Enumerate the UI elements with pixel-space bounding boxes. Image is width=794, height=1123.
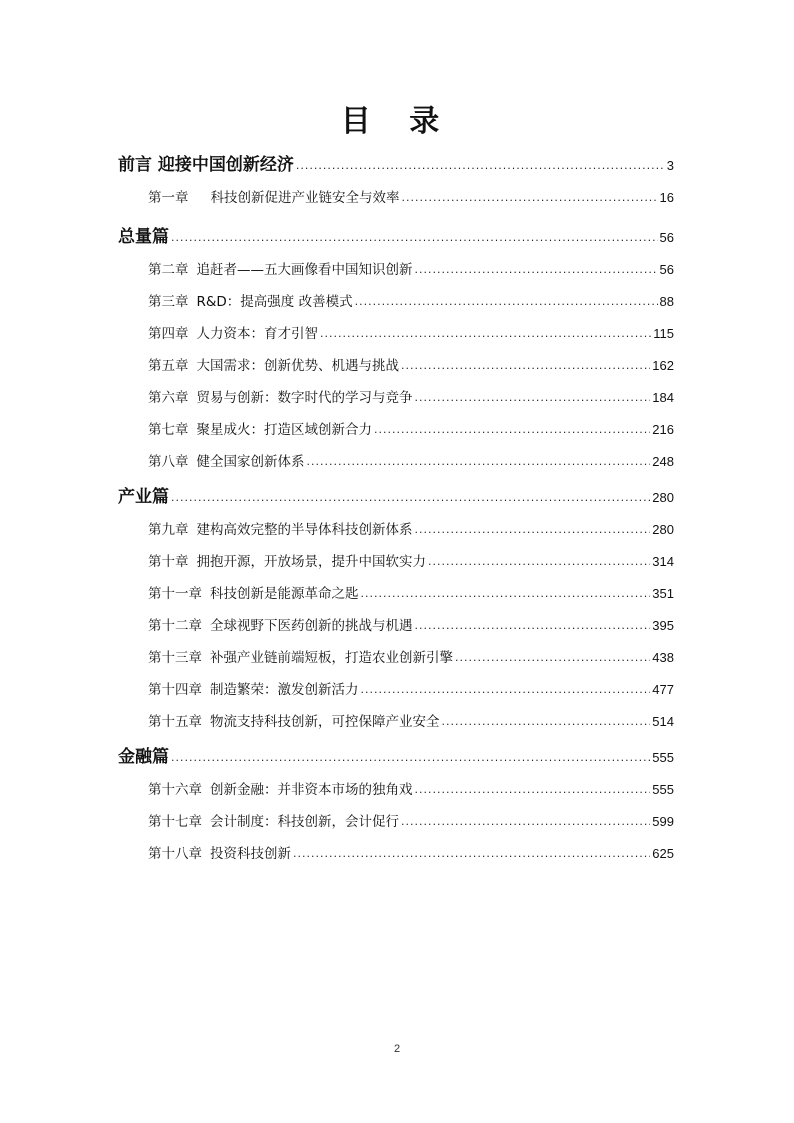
toc-chapter-number: 第十六章: [148, 782, 202, 798]
toc-chapter-entry[interactable]: [148, 678, 674, 698]
toc-chapter-label: 追赶者——五大画像看中国知识创新: [196, 262, 413, 278]
toc-chapter-title: [148, 386, 413, 406]
toc-chapter-title: [148, 322, 318, 342]
toc-chapter-label: 大国需求：创新优势、机遇与挑战: [196, 358, 399, 374]
toc-chapter-title: [148, 418, 372, 438]
toc-page-number: 514: [652, 714, 674, 729]
toc-chapter-entry[interactable]: [148, 810, 674, 830]
toc-chapter-title: [148, 582, 359, 602]
toc-chapter-label: 人力资本：育才引智: [196, 326, 318, 342]
toc-chapter-label: 拥抱开源，开放场景，提升中国软实力: [196, 554, 426, 570]
toc-chapter-title: [148, 186, 400, 206]
dot-leader: [428, 553, 650, 567]
page-number: 2: [393, 1043, 401, 1055]
dot-leader: [361, 585, 651, 599]
dot-leader: [442, 713, 651, 727]
toc-chapter-entry[interactable]: [148, 386, 674, 406]
dot-leader: [320, 325, 651, 339]
toc-chapter-label: 全球视野下医药创新的挑战与机遇: [210, 618, 413, 634]
toc-page-number: 477: [652, 682, 674, 697]
dot-leader: [455, 649, 650, 663]
toc-chapter-number: 第十二章: [148, 618, 202, 634]
toc-chapter-number: 第四章: [148, 326, 189, 342]
toc-chapter-title: [148, 450, 305, 470]
dot-leader: [296, 153, 665, 170]
toc-chapter-entry[interactable]: [148, 418, 674, 438]
toc-chapter-number: 第十四章: [148, 682, 202, 698]
toc-chapter-entry[interactable]: [148, 354, 674, 374]
toc-chapter-number: 第十章: [148, 554, 189, 570]
toc-chapter-entry[interactable]: [148, 258, 674, 278]
toc-section-entry[interactable]: [118, 482, 674, 507]
toc-chapter-title: [148, 518, 413, 538]
toc-page-number: 438: [652, 650, 674, 665]
toc-page-number: 351: [652, 586, 674, 601]
toc-page-number: 3: [666, 158, 674, 173]
toc-section-label: 前言 迎接中国创新经济: [118, 155, 294, 175]
toc-chapter-title: [148, 258, 413, 278]
toc-chapter-entry[interactable]: [148, 290, 674, 310]
dot-leader: [415, 389, 651, 403]
toc-chapter-entry[interactable]: [148, 842, 674, 862]
toc-chapter-number: 第六章: [148, 390, 189, 406]
dot-leader: [415, 781, 651, 795]
toc-section-label: 产业篇: [118, 487, 169, 507]
toc-chapter-title: [148, 810, 399, 830]
toc-chapter-entry[interactable]: [148, 614, 674, 634]
toc-section-entry[interactable]: [118, 222, 674, 247]
dot-leader: [415, 617, 651, 631]
toc-page-number: 88: [659, 294, 674, 309]
page-title: 目 录: [340, 104, 454, 139]
toc-chapter-number: 第十七章: [148, 814, 202, 830]
toc-chapter-entry[interactable]: [148, 518, 674, 538]
toc-chapter-number: 第三章: [148, 294, 189, 310]
toc-chapter-entry[interactable]: [148, 646, 674, 666]
toc-chapter-title: [148, 678, 359, 698]
toc-chapter-entry[interactable]: [148, 778, 674, 798]
toc-chapter-title: [148, 646, 453, 666]
toc-chapter-entry[interactable]: [148, 322, 674, 342]
toc-chapter-number: 第十八章: [148, 846, 202, 862]
toc-page-number: 555: [652, 750, 674, 765]
toc-chapter-number: 第八章: [148, 454, 189, 470]
toc-chapter-number: 第七章: [148, 422, 189, 438]
toc-chapter-entry[interactable]: [148, 450, 674, 470]
toc-chapter-number: 第一章: [148, 190, 189, 206]
toc-chapter-entry[interactable]: [148, 710, 674, 730]
toc-chapter-number: 第九章: [148, 522, 189, 538]
dot-leader: [415, 521, 651, 535]
toc-chapter-title: [148, 354, 399, 374]
toc-chapter-number: 第五章: [148, 358, 189, 374]
toc-chapter-entry[interactable]: [148, 186, 674, 206]
toc-chapter-label: 补强产业链前端短板，打造农业创新引擎: [210, 650, 453, 666]
dot-leader: [361, 681, 651, 695]
dot-leader: [307, 453, 651, 467]
toc-page-number: 248: [652, 454, 674, 469]
toc-chapter-label: 贸易与创新：数字时代的学习与竞争: [196, 390, 413, 406]
toc-page-number: 395: [652, 618, 674, 633]
toc-page-number: 314: [652, 554, 674, 569]
toc-page-number: 56: [659, 262, 674, 277]
toc-chapter-title: [148, 842, 291, 862]
toc-chapter-label: R&D：提高强度 改善模式: [196, 294, 353, 310]
toc-chapter-label: 会计制度：科技创新，会计促行: [210, 814, 399, 830]
toc-chapter-number: 第二章: [148, 262, 189, 278]
toc-chapter-label: 健全国家创新体系: [196, 454, 305, 470]
toc-chapter-label: 科技创新促进产业链安全与效率: [210, 190, 400, 206]
dot-leader: [401, 357, 650, 371]
toc-chapter-title: [148, 778, 413, 798]
toc-section-label: 金融篇: [118, 747, 169, 767]
toc-chapter-label: 聚星成火：打造区域创新合力: [196, 422, 372, 438]
toc-chapter-label: 科技创新是能源革命之匙: [210, 586, 359, 602]
dot-leader: [355, 293, 658, 307]
toc-chapter-label: 创新金融：并非资本市场的独角戏: [210, 782, 413, 798]
dot-leader: [171, 745, 650, 762]
dot-leader: [374, 421, 650, 435]
dot-leader: [171, 485, 650, 502]
toc-page-number: 56: [659, 230, 674, 245]
toc-chapter-title: [148, 614, 413, 634]
toc-page-number: 16: [659, 190, 674, 205]
dot-leader: [171, 225, 658, 242]
toc-chapter-number: 第十三章: [148, 650, 202, 666]
toc-chapter-number: 第十一章: [148, 586, 202, 602]
toc-page-number: 280: [652, 522, 674, 537]
toc-chapter-entry[interactable]: [148, 550, 674, 570]
toc-chapter-title: [148, 290, 353, 310]
toc-chapter-title: [148, 710, 440, 730]
toc-page-number: 115: [653, 326, 674, 341]
toc-page-number: 599: [652, 814, 674, 829]
toc-chapter-label: 物流支持科技创新，可控保障产业安全: [210, 714, 440, 730]
toc-chapter-label: 建构高效完整的半导体科技创新体系: [196, 522, 413, 538]
toc-section-label: 总量篇: [118, 227, 169, 247]
toc-chapter-label: 制造繁荣：激发创新活力: [210, 682, 359, 698]
toc-page-number: 280: [652, 490, 674, 505]
dot-leader: [415, 261, 658, 275]
toc-page-number: 555: [652, 782, 674, 797]
toc-section-entry[interactable]: [118, 150, 674, 175]
toc-section-entry[interactable]: [118, 742, 674, 767]
toc-chapter-entry[interactable]: [148, 582, 674, 602]
toc-page-number: 625: [652, 846, 674, 861]
toc-chapter-number: 第十五章: [148, 714, 202, 730]
toc-chapter-label: 投资科技创新: [210, 846, 291, 862]
toc-page-number: 216: [652, 422, 674, 437]
toc-chapter-title: [148, 550, 426, 570]
toc-page-number: 162: [652, 358, 674, 373]
dot-leader: [293, 845, 650, 859]
dot-leader: [401, 813, 650, 827]
toc-page-number: 184: [652, 390, 674, 405]
dot-leader: [402, 189, 658, 203]
